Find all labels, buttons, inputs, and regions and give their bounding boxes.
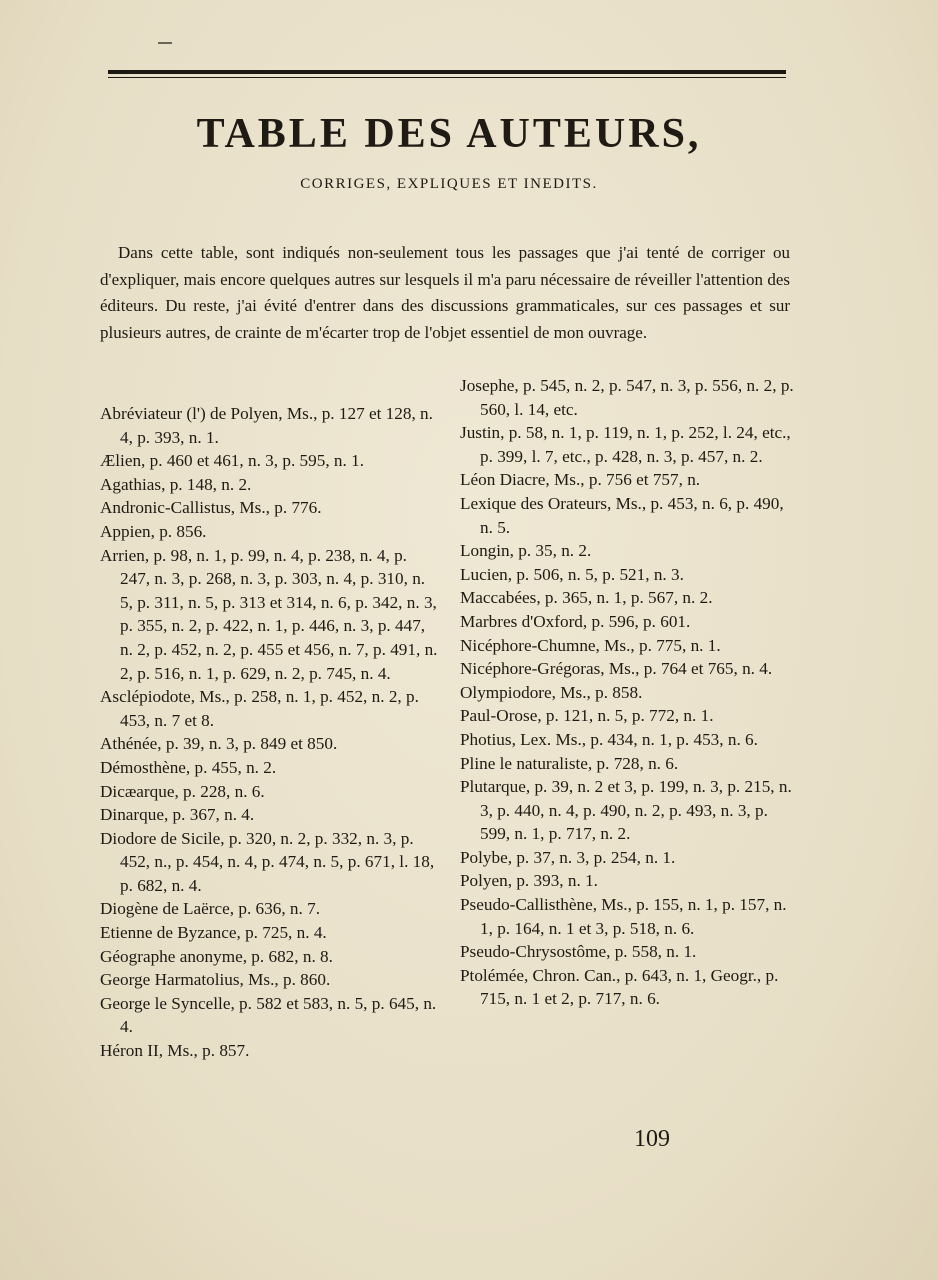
page-number: 109	[634, 1126, 670, 1152]
index-entry: Agathias, p. 148, n. 2.	[100, 474, 252, 494]
index-entry: Démosthène, p. 455, n. 2.	[100, 757, 277, 777]
index-entry: Etienne de Byzance, p. 725, n. 4.	[100, 923, 327, 943]
index-entry: Josephe, p. 545, n. 2, p. 547, n. 3, p. 556, n. 2, p. 560, l. 14, etc.	[460, 376, 794, 419]
index-entry: Ælien, p. 460 et 461, n. 3, p. 595, n. 1.	[100, 451, 365, 471]
index-entry: Nicéphore-Chumne, Ms., p. 775, n. 1.	[460, 635, 721, 655]
index-entry: Léon Diacre, Ms., p. 756 et 757, n.	[460, 470, 701, 490]
index-entry: Diogène de Laërce, p. 636, n. 7.	[100, 899, 321, 919]
intro-paragraph: Dans cette table, sont indiqués non-seulement tous les passages que j'ai tenté de corriger ou d'expliquer, mais encore quelques autres sur lesquels il m'a paru nécessaire de réveiller l'attention des éditeurs. Du reste, j'ai évité d'entrer dans des discussions grammaticales, sur ces passages et sur plusieurs autres, de crainte de m'écarter trop de l'objet essentiel de mon ouvrage.	[100, 243, 790, 342]
index-entry: Marbres d'Oxford, p. 596, p. 601.	[460, 611, 691, 631]
index-entry: Asclépiodote, Ms., p. 258, n. 1, p. 452, n. 2, p. 453, n. 7 et 8.	[100, 687, 419, 730]
index-entry: Polyen, p. 393, n. 1.	[460, 871, 598, 891]
index-entry: Maccabées, p. 365, n. 1, p. 567, n. 2.	[460, 588, 713, 608]
index-entry: George Harmatolius, Ms., p. 860.	[100, 970, 331, 990]
index-entry: Dicæarque, p. 228, n. 6.	[100, 781, 265, 801]
index-entry: Olympiodore, Ms., p. 858.	[460, 682, 643, 702]
index-entry: Plutarque, p. 39, n. 2 et 3, p. 199, n. 3, p. 215, n. 3, p. 440, n. 4, p. 490, n. 2, p. 493, n. 3, p. 599, n. 1, p. 717, n. 2.	[460, 777, 792, 844]
index-column-left	[100, 402, 440, 1063]
index-entry: Longin, p. 35, n. 2.	[460, 541, 592, 561]
index-entry: Dinarque, p. 367, n. 4.	[100, 805, 255, 825]
index-entry: Héron II, Ms., p. 857.	[100, 1041, 250, 1061]
page-subtitle: CORRIGES, EXPLIQUES ET INEDITS.	[300, 176, 598, 192]
index-entry: Athénée, p. 39, n. 3, p. 849 et 850.	[100, 734, 338, 754]
index-entry: Pline le naturaliste, p. 728, n. 6.	[460, 753, 679, 773]
index-column-right	[460, 374, 796, 1011]
stray-mark	[158, 42, 172, 44]
index-entry: Arrien, p. 98, n. 1, p. 99, n. 4, p. 238, n. 4, p. 247, n. 3, p. 268, n. 3, p. 303, n. 4, p. 310, n. 5, p. 311, n. 5, p. 313 et 314, n. 6, p. 342, n. 3, p. 355, n. 2, p. 422, n. 1, p. 446, n. 3, p. 447, n. 2, p. 452, n. 2, p. 455 et 456, n. 7, p. 491, n. 2, p. 516, n. 1, p. 629, n. 2, p. 745, n. 4.	[100, 545, 438, 683]
index-entry: Justin, p. 58, n. 1, p. 119, n. 1, p. 252, l. 24, etc., p. 399, l. 7, etc., p. 428, n. 3, p. 457, n. 2.	[460, 423, 791, 466]
index-entry: Lucien, p. 506, n. 5, p. 521, n. 3.	[460, 564, 684, 584]
page-title: TABLE DES AUTEURS,	[196, 111, 702, 157]
index-entry: Polybe, p. 37, n. 3, p. 254, n. 1.	[460, 847, 676, 867]
index-entry: Lexique des Orateurs, Ms., p. 453, n. 6, p. 490, n. 5.	[460, 493, 784, 537]
index-entry: Pseudo-Chrysostôme, p. 558, n. 1.	[460, 942, 697, 962]
index-entry: Pseudo-Callisthène, Ms., p. 155, n. 1, p. 157, n. 1, p. 164, n. 1 et 3, p. 518, n. 6.	[460, 895, 787, 938]
index-entry: Nicéphore-Grégoras, Ms., p. 764 et 765, n. 4.	[460, 659, 773, 679]
index-entry: Ptolémée, Chron. Can., p. 643, n. 1, Geogr., p. 715, n. 1 et 2, p. 717, n. 6.	[460, 965, 779, 1009]
index-entry: George le Syncelle, p. 582 et 583, n. 5, p. 645, n. 4.	[100, 993, 437, 1037]
index-entry: Andronic-Callistus, Ms., p. 776.	[100, 498, 322, 518]
index-entry: Diodore de Sicile, p. 320, n. 2, p. 332, n. 3, p. 452, n., p. 454, n. 4, p. 474, n. 5, p. 671, l. 18, p. 682, n. 4.	[100, 828, 435, 895]
index-entry: Appien, p. 856.	[100, 521, 207, 541]
index-entry: Géographe anonyme, p. 682, n. 8.	[100, 946, 333, 966]
index-entry: Abréviateur (l') de Polyen, Ms., p. 127 et 128, n. 4, p. 393, n. 1.	[100, 404, 433, 447]
index-entry: Paul-Orose, p. 121, n. 5, p. 772, n. 1.	[460, 706, 714, 726]
index-entry: Photius, Lex. Ms., p. 434, n. 1, p. 453, n. 6.	[460, 729, 758, 749]
double-rule	[108, 70, 786, 78]
